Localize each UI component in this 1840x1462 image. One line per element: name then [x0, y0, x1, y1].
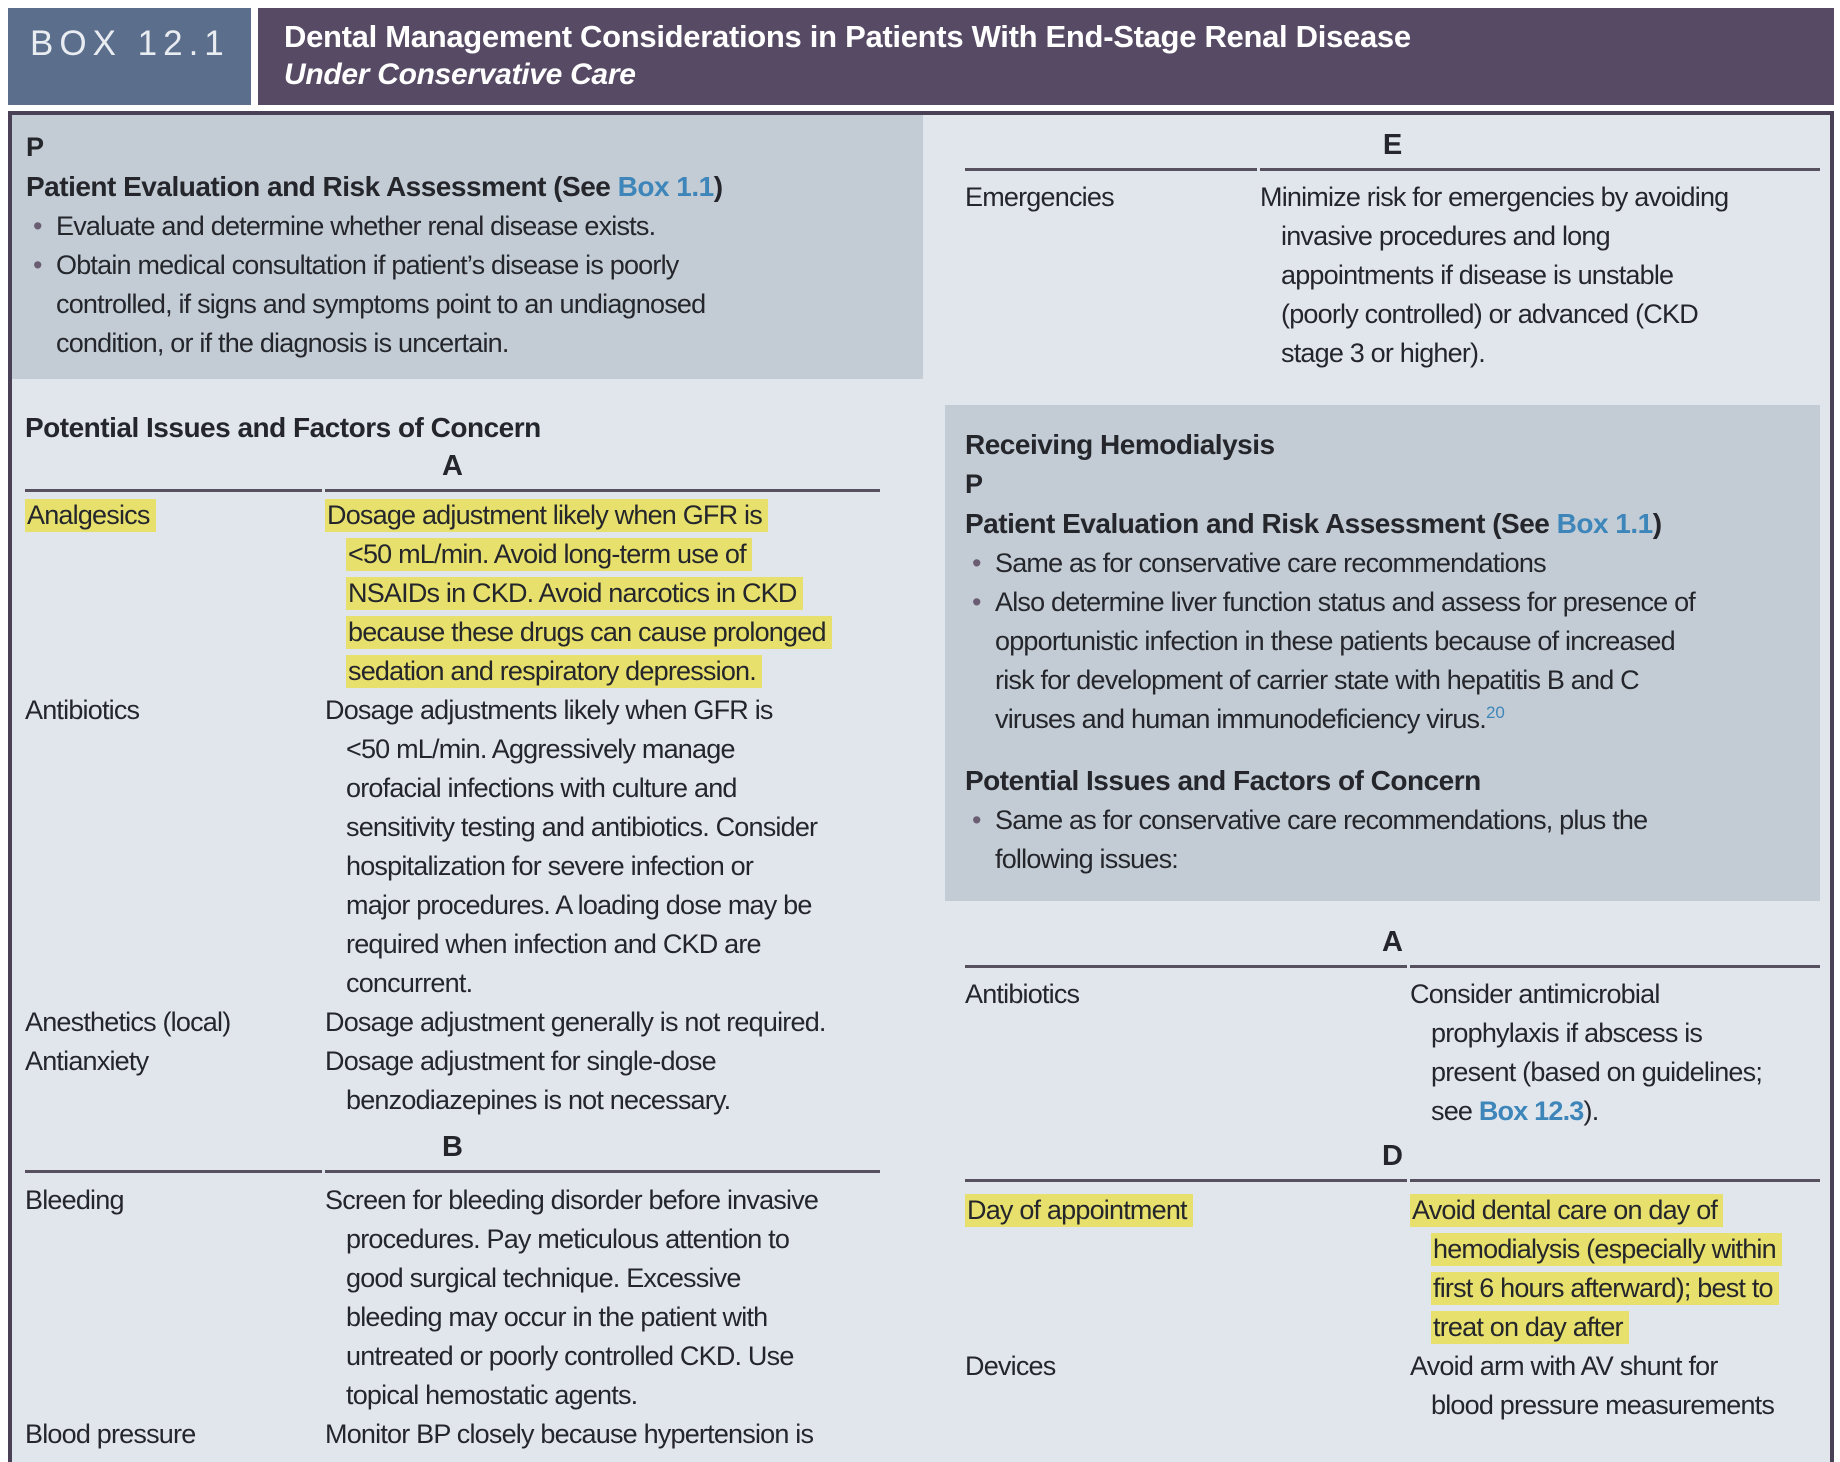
table-row [25, 1415, 880, 1454]
row-label: Emergencies [965, 182, 1114, 212]
row-value-line: <50 mL/min. Aggressively manage [346, 734, 735, 764]
row-value-line: <50 mL/min. Avoid long-term use of [325, 535, 880, 574]
row-value [325, 691, 880, 1003]
row-value-line: appointments if disease is unstable [1281, 260, 1674, 290]
row-value-line: untreated or poorly controlled CKD. Use [346, 1341, 794, 1371]
table-rule [965, 168, 1820, 171]
hemodialysis-panel [945, 405, 1820, 901]
hemo-title: Receiving Hemodialysis [965, 429, 1275, 460]
row-value-line: blood pressure measurements [1431, 1390, 1775, 1420]
bullet-dot-icon: • [972, 548, 981, 578]
row-value-line: required when infection and CKD are [346, 929, 761, 959]
bullet-text: Also determine liver function status and assess for presence of opportunistic infection in these patients because of increased risk for development of carrier state with hepatitis B and C viruses and human immunodeficiency virus.$^{20}$ [995, 583, 1695, 739]
row-value-line: good surgical technique. Excessive [346, 1263, 741, 1293]
reference-superscript[interactable]: 20 [1485, 703, 1505, 722]
bullet-item [965, 583, 1800, 739]
row-value-line: sedation and respiratory depression. [325, 652, 880, 691]
row-value-line: bleeding may occur in the patient with [346, 1302, 768, 1332]
row-value-line: treat on day after [1410, 1308, 1820, 1347]
row-value-line: (poorly controlled) or advanced (CKD [1281, 299, 1698, 329]
row-value-line: Monitor BP closely because hypertension is [325, 1419, 814, 1449]
row-label: Analgesics [25, 496, 325, 691]
row-value-line: Dosage adjustments likely when GFR is [325, 695, 773, 725]
bullet-text: Same as for conservative care recommendations [995, 548, 1546, 578]
table-d [965, 1137, 1820, 1425]
row-value-line: orofacial infections with culture and [346, 773, 737, 803]
left-content [12, 408, 923, 1454]
bullet-dot-icon: • [972, 587, 981, 617]
row-value [325, 496, 880, 691]
row-label: Bleeding [25, 1185, 124, 1215]
row-value-line: viruses and human immunodeficiency virus.$^{20}$ [995, 703, 1505, 734]
box-title-bar [258, 8, 1834, 105]
bullet-text: Evaluate and determine whether renal disease exists. [56, 211, 656, 241]
left-column [12, 115, 923, 1462]
table-a-right [965, 923, 1820, 1131]
row-value-line: Screen for bleeding disorder before invasive [325, 1185, 819, 1215]
row-value-line: hospitalization for severe infection or [346, 851, 754, 881]
bullet-item [965, 801, 1800, 879]
row-label: Anesthetics (local) [25, 1007, 231, 1037]
row-label: Devices [965, 1351, 1056, 1381]
row-value-line: NSAIDs in CKD. Avoid narcotics in CKD [325, 574, 880, 613]
row-value-line: stage 3 or higher). [1281, 338, 1485, 368]
cross-ref-link[interactable]: Box 1.1 [617, 171, 714, 202]
row-value [1410, 1347, 1820, 1425]
bullet-dot-icon: • [33, 211, 42, 241]
row-value-line: concurrent. [346, 968, 473, 998]
row-label: Antibiotics [965, 979, 1080, 1009]
table-rule [965, 1179, 1820, 1182]
panel-p-label: P [965, 469, 983, 499]
table-row [965, 1347, 1820, 1425]
bullet-text: Obtain medical consultation if patient’s disease is poorly controlled, if signs and symptoms point to an undiagnosed condition, or if the diagnosis is uncertain. [56, 250, 706, 358]
row-value-line: first 6 hours afterward); best to [1410, 1269, 1820, 1308]
row-value-line: benzodiazepines is not necessary. [346, 1085, 731, 1115]
row-value-line: hemodialysis (especially within [1410, 1230, 1820, 1269]
row-value-line: invasive procedures and long [1281, 221, 1610, 251]
table-rule [25, 489, 880, 492]
table-row [25, 1042, 880, 1120]
right-content-bottom [945, 923, 1820, 1425]
row-value [325, 1415, 880, 1454]
bullet-item [26, 207, 903, 246]
row-value-line: procedures. Pay meticulous attention to [346, 1224, 790, 1254]
row-value [325, 1042, 880, 1120]
eval-heading: Patient Evaluation and Risk Assessment (See Box 1.1) [26, 171, 723, 202]
row-value-line: sensitivity testing and antibiotics. Consider [346, 812, 818, 842]
table-e [965, 126, 1820, 373]
table-row [965, 975, 1820, 1131]
table-row [965, 1191, 1820, 1347]
row-label: Antianxiety [25, 1046, 149, 1076]
table-b [25, 1128, 880, 1454]
section-letter: A [442, 450, 463, 482]
row-value-line: Minimize risk for emergencies by avoiding [1260, 182, 1729, 212]
section-letter: A [1382, 926, 1403, 958]
section-letter: E [1382, 129, 1403, 161]
row-label: Blood pressure [25, 1419, 196, 1449]
table-row [25, 496, 880, 691]
right-content-top [945, 126, 1820, 373]
table-a [25, 447, 880, 1120]
box-body [8, 111, 1834, 1462]
cross-ref-link[interactable]: Box 12.3 [1478, 1096, 1584, 1126]
table-row [25, 691, 880, 1003]
row-value [1260, 178, 1820, 373]
eval-panel [12, 115, 923, 379]
table-row [965, 178, 1820, 373]
bullet-item [26, 246, 903, 363]
row-value [325, 1181, 880, 1415]
table-rule [25, 1170, 880, 1173]
bullet-dot-icon: • [972, 805, 981, 835]
row-label: Day of appointment [965, 1191, 1410, 1347]
right-column [945, 115, 1820, 1462]
bullet-item [965, 544, 1800, 583]
panel-p-label: P [26, 132, 44, 162]
row-value-line: Dosage adjustment likely when GFR is [325, 496, 880, 535]
box-header [8, 8, 1834, 105]
bullet-dot-icon: • [33, 250, 42, 280]
row-value-line: topical hemostatic agents. [346, 1380, 638, 1410]
table-rule [965, 965, 1820, 968]
row-value-line: major procedures. A loading dose may be [346, 890, 812, 920]
concerns-heading: Potential Issues and Factors of Concern [25, 412, 541, 443]
page-subtitle: Under Conservative Care [284, 58, 636, 91]
section-letter: D [1382, 1140, 1403, 1172]
box-number-label: BOX 12.1 [8, 8, 251, 105]
row-value-line: Dosage adjustment generally is not required. [325, 1007, 826, 1037]
cross-ref-link[interactable]: Box 1.1 [1556, 508, 1653, 539]
table-row [25, 1181, 880, 1415]
concerns-heading: Potential Issues and Factors of Concern [965, 765, 1481, 796]
eval-heading: Patient Evaluation and Risk Assessment (See Box 1.1) [965, 508, 1662, 539]
row-value-line: Avoid dental care on day of [1410, 1191, 1820, 1230]
row-value [1410, 975, 1820, 1131]
row-value-line: Consider antimicrobial [1410, 979, 1660, 1009]
section-letter: B [442, 1131, 463, 1163]
row-value-line: prophylaxis if abscess is [1431, 1018, 1703, 1048]
row-value-line: Dosage adjustment for single-dose [325, 1046, 716, 1076]
row-label: Antibiotics [25, 695, 140, 725]
row-value-line: present (based on guidelines; [1431, 1057, 1763, 1087]
table-row [25, 1003, 880, 1042]
row-value [1410, 1191, 1820, 1347]
row-value [325, 1003, 880, 1042]
page-title: Dental Management Considerations in Patients With End-Stage Renal Disease [284, 19, 1411, 54]
bullet-text: Same as for conservative care recommendations, plus the following issues: [995, 805, 1648, 874]
row-value-line: because these drugs can cause prolonged [325, 613, 880, 652]
row-value-line: Avoid arm with AV shunt for [1410, 1351, 1718, 1381]
row-value-line: see Box 12.3). [1431, 1096, 1599, 1126]
